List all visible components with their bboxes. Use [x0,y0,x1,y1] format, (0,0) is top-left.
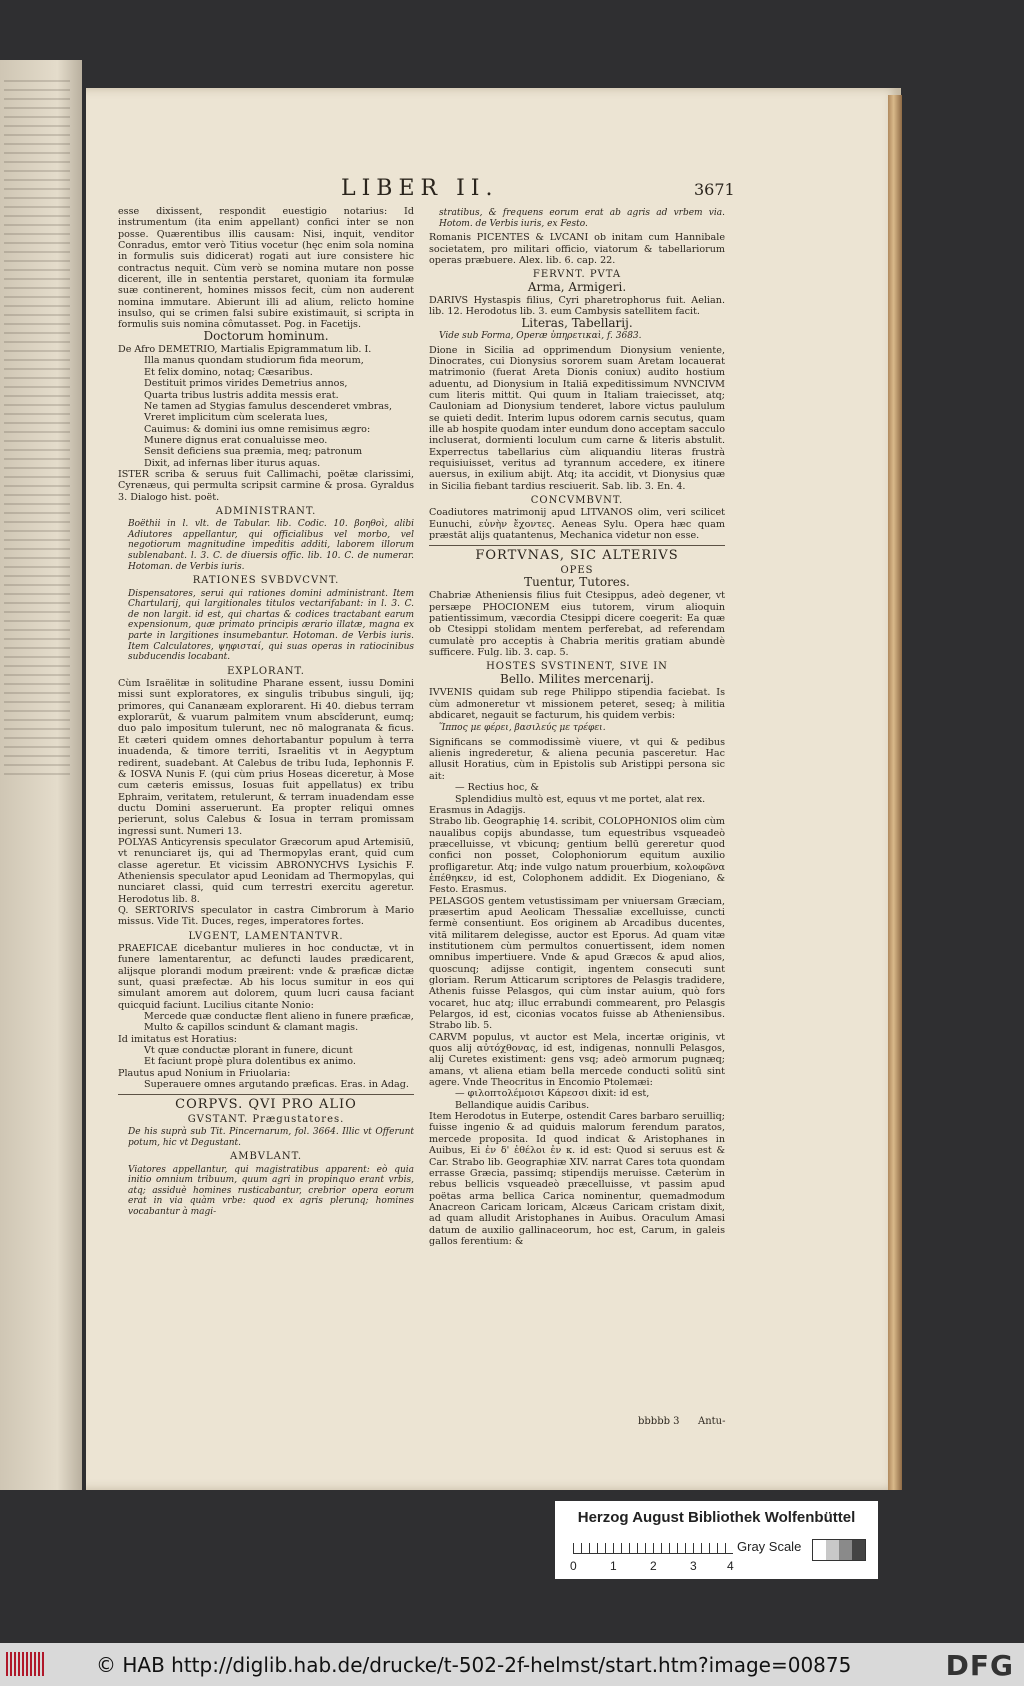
text-verse: Bellandique auidis Caribus. [455,1099,590,1111]
text-bighead: CORPVS. QVI PRO ALIO [175,1097,357,1113]
gray-scale-swatches [812,1539,866,1561]
text-head: ADMINISTRANT. [215,505,317,517]
text-paragraph: Dione in Sicilia ad opprimendum Dionysium veniente, Dinocrates, cui Dionysius sororem suam Aretam locauerat matrimonio (fuerat Areta Dionis coniux) audito hostium aduentu, ad Dionysium in Italiā expeditissimum NVNCIVM cum literis mittit. Qui quum in Italiam traiecisset, atq; Cauloniam ad Dionysium tenderet, labore victus paululum se quieti dedit. Interim lupus odorem carnis secutus, quam ille ab hospite quodam inter eundum dono acceptam sacculo incluserat, dormienti loculum cum carne & literis abstulit. Experrectus tabellarius cùm aliquandiu literas frustrà requisiuisset, veritus ad tyrannum accedere, ex itinere auersus, in exilium abijt. Atq; ita accidit, vt Dionysius quæ in Sicilia fiebant tardius resciuerit. Sab. lib. 3. En. 4. [429,344,725,492]
text-head: OPES [560,564,594,576]
text-verse: Quarta tribus lustris addita messis erat. [144,389,339,401]
text-paragraph: De Afro DEMETRIO, Martialis Epigrammatum lib. I. [118,344,372,356]
gray-swatch [852,1540,865,1560]
text-paragraph: Coadiutores matrimonij apud LITVANOS olim, veri scilicet Eunuchi, εὐνὴν ἔχοντες. Aeneas Sylu. Opera hæc quam præstāt alijs quatantenus, Mechanica videtur non esse. [429,507,725,542]
text-paragraph: PRAEFICAE dicebantur mulieres in hoc conductæ, vt in funere lamentarentur, ac defuncti laudes prædicarent, alijsque plorandi modum præirent: vnde & præficæ dictæ sunt, quasi præfectæ. Ab his locus sumitur in eos qui simulant amorem aut dolorem, quum lucri causa faciant quicquid faciunt. Lucilius citante Nonio: [118,943,414,1011]
text-paragraph: Strabo lib. Geographię 14. scribit, COLOPHONIOS olim cùm naualibus copijs abundasse, tum equestribus vsqueadeò præcelluisse, vt vbicunq; gentium bellū gereretur quod confici non posset, Colophoniorum equitum auxilio profligaretur. Atq; inde vulgo natum prouerbium, κολοφῶνα ἐπέθηκεν, id est, Colophonem addidit. Ex Diogeniano, & Festo. Erasmus. [429,816,725,896]
ruler-number: 0 [570,1559,577,1573]
text-subhead: Bello. Milites mercenarij. [500,671,654,686]
text-verse: Splendidius multò est, equus vt me portet, alat rex. [455,793,706,805]
text-subhead: Literas, Tabellarij. [521,315,633,330]
text-paragraph: Id imitatus est Horatius: [118,1033,238,1045]
text-paragraph: esse dixissent, respondit euestigio notarius: Id instrumentum (ita enim appellant) confici inter se non posse. Quærentibus illis causam: Nisi, inquit, venditor Conradus, emtor verò Titius vocetur (hęc enim sola nomina in formulis suis didicerat) rogati aut iure consistere hic contractus nequit. Cùm verò se nomina mutare non posse dicerent, ille in sententia perstaret, quoniam ita formulæ suæ continerent, homines missos fecit, cùm non auderent nomina immutare. Abierunt illi ad alium, relicto homine insulso, qui se crimen falsi subire existimauit, si scripta in formulis suis nomina cômutasset. Pog. in Facetijs. [118,206,414,331]
text-paragraph: Cùm Israëlitæ in solitudine Pharane essent, iussu Domini missi sunt exploratores, ex singulis tribubus singuli, ijq; primores, qui Cananæam explorarent. Hi 40. diebus terram explorarūt, & vuarum palmitem vnum abscîderunt, eumq; duo palo impositum tulerunt, nec nō malogranata & ficus. Et cæteri quidem omnes dehortabantur populum à terra inuadenda, & timore territi, Israelitis vt in Aegyptum redirent, suadebant. At Calebus de tribu Iuda, Iephonnis F. & IOSVA Nunis F. (qui cùm prius Hoseas diceretur, à Mose cum cæteris emissus, Iosuas fuit appellatus) ex tribu Ephraim, veritatem, retulerunt, & terram inuadendam esse ductu Domini asseruerunt. Ea propter reliqui omnes perierunt, solus Calebus & Iosua in terram promissam ingressi sunt. Numeri 13. [118,678,414,837]
text-verse: Et felix domino, notaq; Cæsaribus. [144,366,313,378]
text-verse: Mercede quæ conductæ flent alieno in funere præficæ, [144,1011,414,1023]
text-verse: Destituit primos virides Demetrius annos, [144,378,348,390]
text-note: Boëthii in l. vlt. de Tabular. lib. Codic. 10. βοηθοὶ, alibi Adiutores appellantur, qui officialibus vel morbo, vel negotiorum magnitudine impeditis additi, laborem illorum sublenabant. l. 3. C. de diuersis offic. lib. 10. C. de numerar. Hotoman. de Verbis iuris. [128,519,414,572]
text-verse: Vreret implicitum cùm scelerata lues, [144,412,328,424]
text-note: Dispensatores, serui qui rationes domini administrant. Item Chartularij, qui largitionales titulos vectarifabant: in l. 3. C. de non largit. id est, qui chartas & codices tractabant earum expensionum, quæ primato principis ærario illatæ, magna ex parte in largitiones insumebantur. Hotoman. de Verbis iuris. Item Calculatores, ψηφισταί, qui suas operas in ratiocinibus subducendis locabant. [128,588,414,663]
gray-swatch [826,1540,839,1560]
text-verse: Sensit deficiens sua præmia, meq; patronum [144,446,363,458]
ruler-number: 3 [690,1559,697,1573]
gray-swatch [839,1540,852,1560]
text-note: Ἵππος με φέρει, βασιλεύς με τρέφει. [439,723,606,734]
text-verse: Dixit, ad infernas liber iturus aquas. [144,457,321,469]
library-name: Herzog August Bibliothek Wolfenbüttel [577,1509,856,1526]
book-page [86,88,901,1490]
text-verse: Vt quæ conductæ plorant in funere, dicunt [144,1045,353,1057]
left-column [118,206,414,1221]
text-subhead: Tuentur, Tutores. [524,575,630,590]
text-paragraph: PELASGOS gentem vetustissimam per vniuersam Græciam, præsertim apud Aeolicam Thessaliæ excelluisse, cuncti fermè consentiunt. Eos originem ab Arcadibus ducentes, vitā militarem delegisse, auctor est Eporus. Ad quam vitæ institutionem cùm permultos conuertissent, idem nomen omnibus impertiuere. Vnde & apud Græcos & apud alios, quoscunq; adijsse contigit, ingentem consecuti sunt gloriam. Rerum Atticarum scriptores de Pelasgis tradidere, Athenis fuisse Pelasgos, qui cùm instar auium, quò fors vocaret, huc atq; illuc errabundi commearent, pro Pelasgis Pelargos, id est, ciconias vocatos fuisse ab Atheniensibus. Strabo lib. 5. [429,895,725,1032]
text-note: Vide sub Forma, Operæ ὑπηρετικαὶ, f. 3683. [439,330,642,341]
text-verse: — φιλοπτολέμοισι Κάρεσσι dixit: id est, [455,1088,650,1100]
text-verse: — Rectius hoc, & [455,782,539,794]
text-verse: Munere dignus erat conualuisse meo. [144,434,328,446]
text-head: LVGENT, LAMENTANTVR. [188,930,344,942]
text-paragraph: IVVENIS quidam sub rege Philippo stipendia faciebat. Is cùm admoneretur vt missionem peteret, seseq; à militia abdicaret, negauit se facturum, his quidem verbis: [429,687,725,721]
left-page-text-bleed [4,80,70,780]
text-head: CONCVMBVNT. [530,495,624,506]
left-page-edge [0,60,82,1490]
text-verse: Illa manus quondam studiorum fida meorum, [144,355,364,367]
section-rule [118,1094,414,1095]
text-verse: Multo & capillos scindunt & clamant magis. [144,1022,359,1034]
hab-logo-icon [6,1652,46,1676]
text-paragraph: CARVM populus, vt auctor est Mela, incertæ originis, vt quos alij αὐτόχθονας, id est, indigenas, nonnulli Pelasgos, alij Curetes existiment: gens vsq; adeò armorum pugnæq; amans, vt aliena etiam bella mercede conducti solitū sint agere. Vnde Theocritus in Encomio Ptolemæi: [429,1031,725,1089]
text-verse: Ne tamen ad Stygias famulus descenderet vmbras, [144,400,393,412]
right-column [429,206,725,1247]
gray-swatch [813,1540,826,1560]
text-note: De his suprà sub Tit. Pincernarum, fol. 3664. Illic vt Offerunt potum, hic vt Degustant. [128,1127,414,1148]
text-paragraph: Romanis PICENTES & LVCANI ob initam cum Hannibale societatem, pro militari officio, viatorum & tabellariorum operas præbuere. Alex. lib. 6. cap. 22. [429,232,725,266]
running-title: LIBER II. [341,176,499,201]
text-paragraph: Significans se commodissimè viuere, vt qui & pedibus alienis ingrederetur, & aliena pecunia pasceretur. Hac allusit Horatius, cùm in Epistolis sub Aristippi persona sic ait: [429,736,725,782]
ruler-number: 4 [727,1559,734,1573]
text-paragraph: Chabriæ Atheniensis filius fuit Ctesippus, adeò degener, vt persæpe PHOCIONEM eius tutorem, virum alioquin patientissimum, væcordia Ctesippi dicere coegerit: Ea quæ ob Ctesippi stolidam mentem perferebat, ad referendam cumulatè pro acceptis à Chabria meritis gratiam abundè sufficere. Fulg. lib. 3. cap. 5. [429,590,725,659]
page-fore-edge [888,95,902,1490]
text-paragraph: Q. SERTORIVS speculator in castra Cimbrorum à Mario missus. Vide Tit. Duces, reges, imperatores fortes. [118,904,414,928]
text-verse: Et faciunt propè plura dolentibus ex animo. [144,1056,356,1068]
running-head [86,176,901,206]
ruler [573,1537,733,1554]
text-paragraph: DARIVS Hystaspis filius, Cyri pharetrophorus fuit. Aelian. lib. 12. Herodotus lib. 3. eum Cambysis satellitem facit. [429,294,725,318]
text-head: GVSTANT. Prægustatores. [187,1113,345,1125]
gray-scale-label: Gray Scale [737,1539,802,1554]
footer-bar [0,1643,1024,1686]
text-head: RATIONES SVBDVCVNT. [192,575,340,587]
ruler-number: 2 [650,1559,657,1573]
signature-mark: bbbbb 3 [638,1416,680,1427]
text-head: EXPLORANT. [227,665,305,677]
text-paragraph: Plautus apud Nonium in Friuolaria: [118,1067,291,1079]
color-scale-card [555,1501,878,1579]
text-verse: Superauere omnes argutando præficas. Eras. in Adag. [144,1079,409,1091]
text-paragraph: POLYAS Anticyrensis speculator Græcorum apud Artemisiū, vt renunciaret ijs, qui ad Thermopylas erant, quid cum classe ageretur. Et vicissim ABRONYCHVS Lysichis F. Atheniensis speculator apud Leonidam ad Thermopylas, qui nunciaret classi, quid cum terrestri exercitu ageretur. Herodotus lib. 8. [118,836,414,905]
text-bighead: FORTVNAS, SIC ALTERIVS [475,548,679,564]
dfg-logo: DFG [945,1649,1014,1682]
text-head: FERVNT. PVTA [532,269,622,281]
ruler-number: 1 [610,1559,617,1573]
text-head: AMBVLANT. [229,1151,303,1163]
text-head: HOSTES SVSTINENT, SIVE IN [486,661,668,673]
catchword: Antu- [698,1416,726,1427]
footer-url[interactable]: © HAB http://diglib.hab.de/drucke/t-502-2f-helmst/start.htm?image=00875 [96,1653,852,1677]
text-subhead: Arma, Armigeri. [527,279,627,294]
text-subhead: Doctorum hominum. [203,328,329,343]
text-paragraph: Erasmus in Adagijs. [429,804,526,816]
text-note: Viatores appellantur, qui magistratibus apparent: eò quia initio omnium tribuum, quum agri in propinquo erant vrbis, atq; assiduè homines rusticabantur, crebrior opera eorum erat in via quàm vrbe: quod ex agris plerunq; homines vocabantur à magi- [128,1164,414,1218]
text-verse: Cauimus: & domini ius omne remisimus ægro: [144,423,371,435]
text-paragraph: Item Herodotus in Euterpe, ostendit Cares barbaro seruilliq; fuisse ingenio & ad quiduis malorum ferendum paratos, mercede proposita. Id quod indicat & Aristophanes in Auibus, Ei ἐν δ' ἐθέλοι ἐν κ. id est: Quod si seruus est & Car. Strabo lib. Geographiæ XIV. narrat Cares tota quondam errasse Græcia, passimq; stipendijs meruisse. Cæterùm in rebus bellicis vsqueadeò præcelluisse, vt passim apud poëtas arma bellica Carica nominentur, quemadmodum Anacreon Caricam loricam, Alcæus Caricam cristam dixit, ad quam alludit Aristophanes in Auibus. Oraculum Amasi datum de auxilio gallinaceorum, hoc est, Carum, in galeis gallos ferentium: & [429,1111,725,1247]
text-note: stratibus, & frequens eorum erat ab agris ad vrbem via. Hotom. de Verbis iuris, ex Festo. [439,208,725,229]
text-paragraph: ISTER scriba & seruus fuit Callimachi, poëtæ clarissimi, Cyrenæus, qui permulta scripsit carmine & prosa. Gyraldus 3. Dialogo hist. poët. [118,468,414,503]
section-rule [429,545,725,546]
page-number: 3671 [694,180,735,199]
